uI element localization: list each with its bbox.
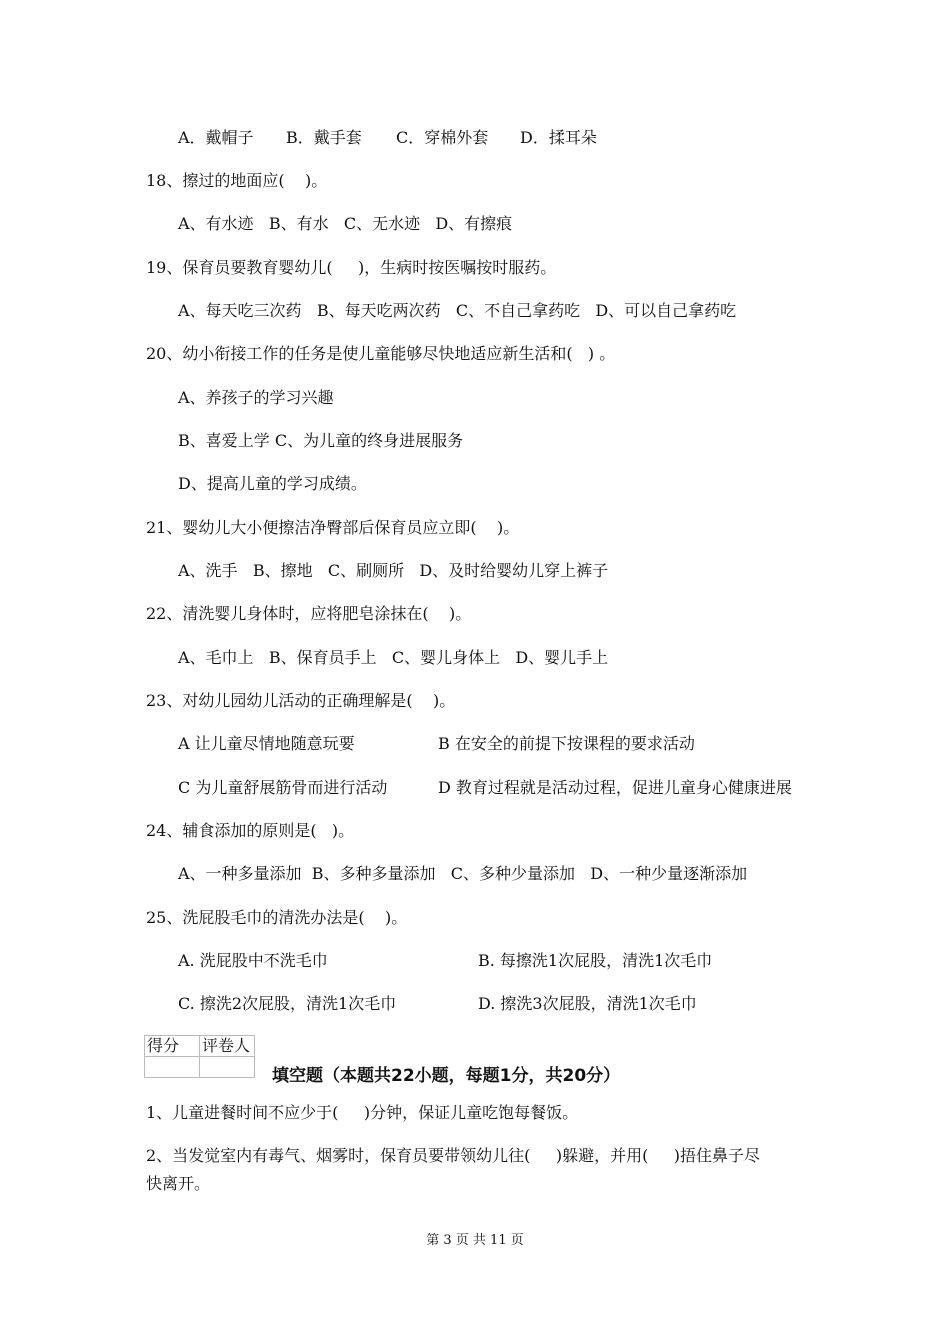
q22-options: A、毛巾上 B、保育员手上 C、婴儿身体上 D、婴儿手上 <box>178 648 609 667</box>
q20-option-d: D、提高儿童的学习成绩。 <box>178 474 367 493</box>
score-label: 得分 <box>145 1036 200 1057</box>
q17-option-d: D．揉耳朵 <box>520 128 597 147</box>
fill-question-1: 1、儿童进餐时间不应少于( )分钟，保证儿童吃饱每餐饭。 <box>146 1103 579 1122</box>
question-21: 21、婴幼儿大小便擦洁净臀部后保育员应立即( )。 <box>146 518 520 537</box>
q23-option-c: C 为儿童舒展筋骨而进行活动 <box>178 778 388 797</box>
q25-option-a: A. 洗屁股中不洗毛巾 <box>178 951 328 970</box>
fill-question-2: 2、当发觉室内有毒气、烟雾时，保育员要带领幼儿往( )躲避，并用( )捂住鼻子尽 <box>146 1146 761 1165</box>
score-cell <box>145 1057 200 1078</box>
question-22: 22、清洗婴儿身体时，应将肥皂涂抹在( )。 <box>146 604 472 623</box>
question-25: 25、洗屁股毛巾的清洗办法是( )。 <box>146 908 408 927</box>
q25-option-b: B. 每擦洗1次屁股，清洗1次毛巾 <box>478 951 713 970</box>
q23-option-b: B 在安全的前提下按课程的要求活动 <box>438 734 695 753</box>
question-24: 24、辅食添加的原则是( )。 <box>146 821 355 840</box>
q20-option-a: A、养孩子的学习兴趣 <box>178 388 334 407</box>
page-footer: 第 3 页 共 11 页 <box>426 1233 524 1248</box>
q23-option-d: D 教育过程就是活动过程，促进儿童身心健康进展 <box>438 778 792 797</box>
q25-option-c: C. 擦洗2次屁股，清洗1次毛巾 <box>178 994 397 1013</box>
fill-question-2-continued: 快离开。 <box>146 1174 211 1193</box>
q25-option-d: D. 擦洗3次屁股，清洗1次毛巾 <box>478 994 697 1013</box>
section-title: 填空题（本题共22小题，每题1分，共20分） <box>272 1066 621 1086</box>
q17-option-a: A．戴帽子 <box>178 128 254 147</box>
question-18: 18、擦过的地面应( )。 <box>146 171 328 190</box>
q20-option-bc: B、喜爱上学 C、为儿童的终身进展服务 <box>178 431 464 450</box>
question-20: 20、幼小衔接工作的任务是使儿童能够尽快地适应新生活和( ) 。 <box>146 344 616 363</box>
q23-option-a: A 让儿童尽情地随意玩要 <box>178 734 355 753</box>
grader-label: 评卷人 <box>200 1036 255 1057</box>
question-19: 19、保育员要教育婴幼儿( )，生病时按医嘱按时服药。 <box>146 258 557 277</box>
q21-options: A、洗手 B、擦地 C、刷厕所 D、及时给婴幼儿穿上裤子 <box>178 561 609 580</box>
grader-cell <box>200 1057 255 1078</box>
q17-option-c: C．穿棉外套 <box>396 128 489 147</box>
score-table <box>144 1035 255 1078</box>
q19-options: A、每天吃三次药 B、每天吃两次药 C、不自己拿药吃 D、可以自己拿药吃 <box>178 301 737 320</box>
q24-options: A、一种多量添加 B、多种多量添加 C、多种少量添加 D、一种少量逐渐添加 <box>178 864 748 883</box>
q17-option-b: B．戴手套 <box>286 128 362 147</box>
q18-options: A、有水迹 B、有水 C、无水迹 D、有擦痕 <box>178 214 513 233</box>
question-23: 23、对幼儿园幼儿活动的正确理解是( )。 <box>146 691 456 710</box>
